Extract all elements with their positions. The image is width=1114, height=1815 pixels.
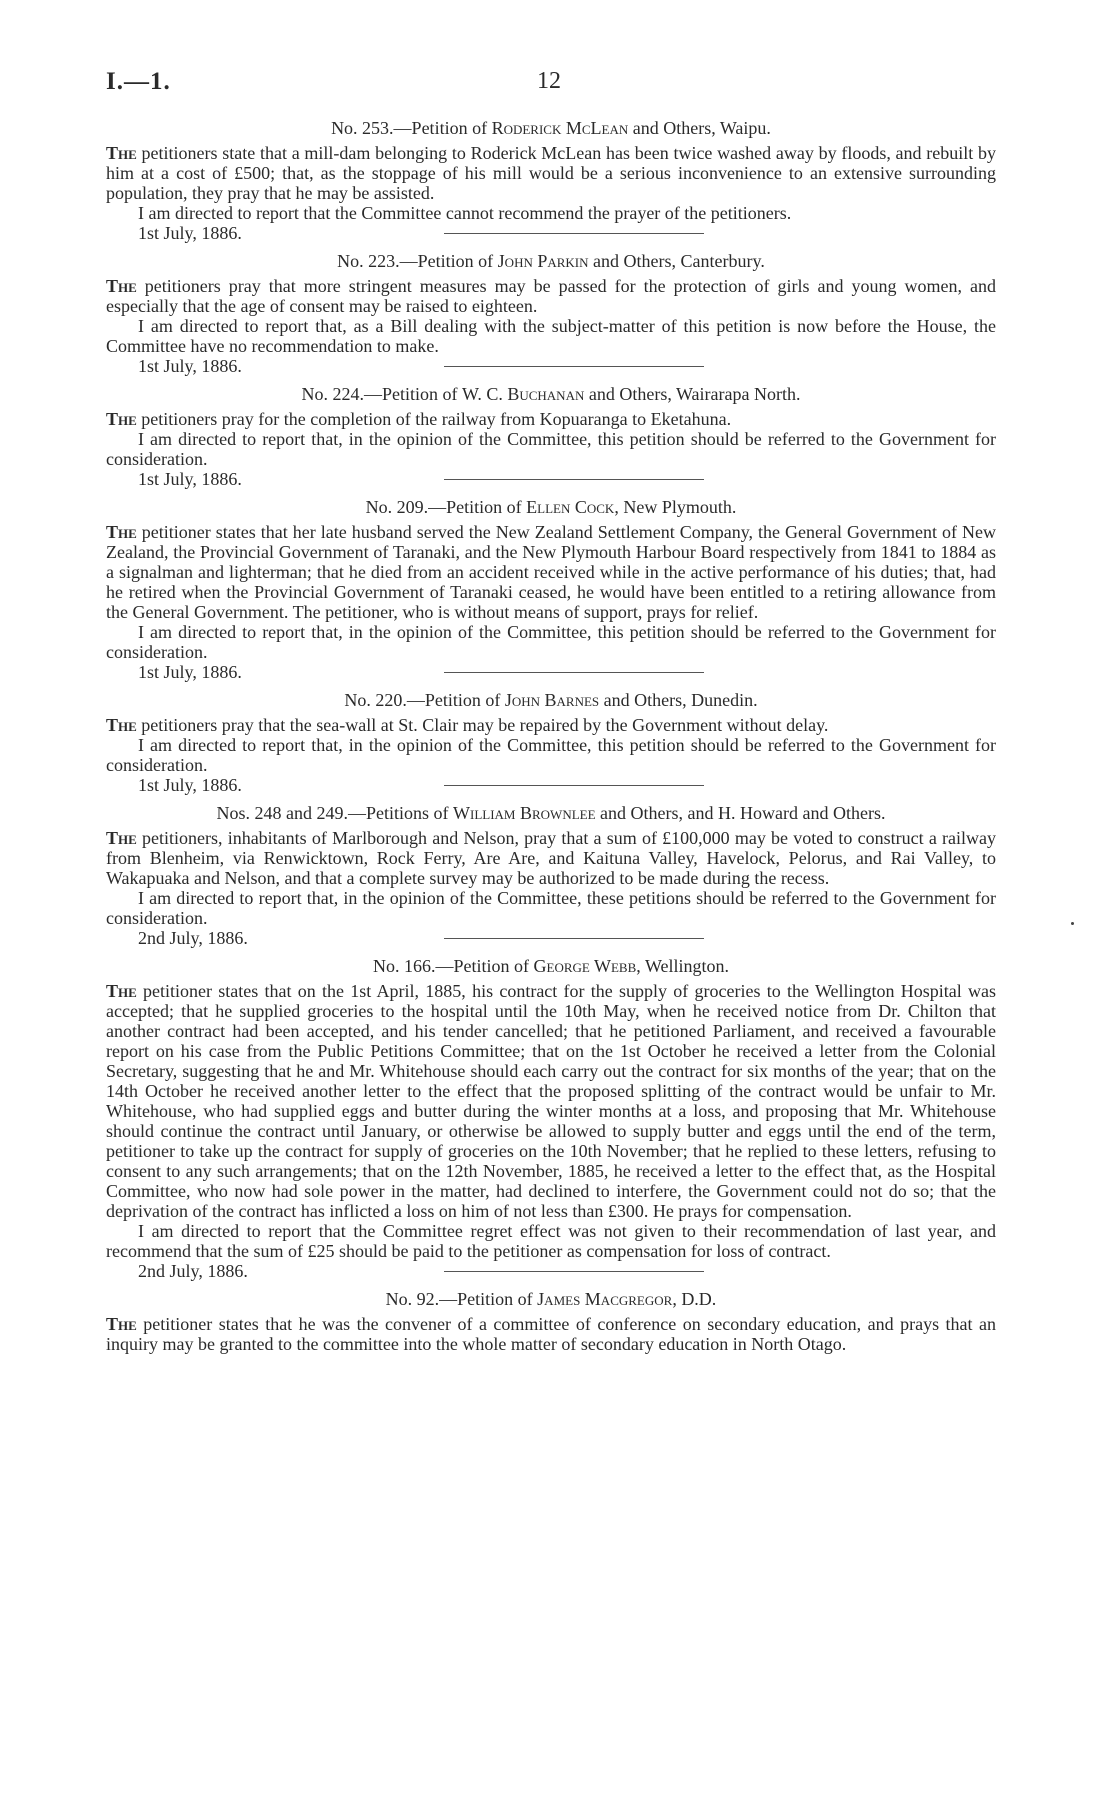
- section-divider: [444, 1271, 704, 1272]
- margin-mark: [1071, 922, 1074, 925]
- body-lead: The: [106, 409, 137, 429]
- date-text: 1st July, 1886.: [138, 662, 242, 682]
- report-date: [138, 928, 996, 948]
- heading-prefix: No. 224.—Petition of: [301, 384, 462, 404]
- body-text: petitioners pray for the completion of the railway from Kopuaranga to Eketahuna.: [136, 409, 732, 429]
- petitioner-name: John Barnes: [504, 690, 600, 710]
- heading-prefix: No. 253.—Petition of: [331, 118, 492, 138]
- body-lead: The: [106, 143, 137, 163]
- petition-heading: [106, 384, 996, 404]
- petition-body: [106, 522, 996, 622]
- body-text: petitioners, inhabitants of Marlborough and Nelson, pray that a sum of £100,000 may be voted to construct a railway from Blenheim, via Renwicktown, Rock Ferry, Are Are, and Kaituna Valley, Havelock, Pelorus, and Rai Valley, to Wakapuaka and Nelson, and that a complete survey may be authorized to be made during the recess.: [106, 828, 996, 888]
- report-date: [138, 662, 996, 682]
- section-divider: [444, 785, 704, 786]
- section-divider: [444, 938, 704, 939]
- body-text: petitioners state that a mill-dam belonging to Roderick McLean has been twice washed away by floods, and rebuilt by him at a cost of £500; that, as the stoppage of his mill would be a serious inconvenience to an extensive surrounding population, they pray that he may be assisted.: [106, 143, 996, 203]
- petition-body: [106, 981, 996, 1221]
- heading-prefix: No. 92.—Petition of: [385, 1289, 538, 1309]
- petitioner-name: W. C. Buchanan: [462, 384, 585, 404]
- body-text: petitioner states that on the 1st April, 1885, his contract for the supply of groceries to the Wellington Hospital was accepted; that he supplied groceries to the hospital until the 10th May, when he received notice from Dr. Chilton that another contract had been accepted, and his tender cancelled; that he petitioned Parliament, and received a favourable report on his case from the Public Petitions Committee; that on the 1st October he received a letter from the Colonial Secretary, suggesting that he and Mr. Whitehouse should each carry out the contract for six months of the year; that on the 14th October he received another letter to the effect that the proposed splitting of the contract would be unfair to Mr. Whitehouse, who had supplied eggs and butter during the winter months at a loss, and proposing that Mr. Whitehouse should continue the contract until January, or otherwise be allowed to supply butter and eggs until the end of the term, petitioner to take up the contract for supply of groceries on the 10th November; that he replied to these letters, refusing to consent to any such arrangements; that on the 12th November, 1885, he received a letter to the effect that, as the Hospital Committee, who now had sole power in the matter, had declined to interfere, the Government could not do so; that the deprivation of the contract has inflicted a loss on him of not less than £300. He prays for compensation.: [106, 981, 996, 1221]
- body-text: petitioners pray that the sea-wall at St. Clair may be repaired by the Government without delay.: [136, 715, 829, 735]
- petition-section: [106, 384, 996, 489]
- petition-heading: [106, 690, 996, 710]
- heading-prefix: No. 209.—Petition of: [365, 497, 527, 517]
- committee-report: I am directed to report that the Committee regret effect was not given to their recommendation of last year, and recommend that the sum of £25 should be paid to the petitioner as compensation for loss of contract.: [106, 1221, 996, 1261]
- body-text: petitioner states that her late husband served the New Zealand Settlement Company, the General Government of New Zealand, the Provincial Government of Taranaki, and the New Plymouth Harbour Board respectively from 1841 to 1884 as a signalman and lighterman; that he died from an accident received while in the active performance of his duties; that, had he retired when the Provincial Government of Taranaki ceased, he would have been entitled to a retiring allowance from the General Government. The petitioner, who is without means of support, prays for relief.: [106, 522, 996, 622]
- committee-report: I am directed to report that, as a Bill dealing with the subject-matter of this petition is now before the House, the Committee have no recommendation to make.: [106, 316, 996, 356]
- petition-section: [106, 497, 996, 682]
- heading-suffix: , New Plymouth.: [614, 497, 737, 517]
- body-lead: The: [106, 522, 137, 542]
- petitioner-name: Roderick McLean: [491, 118, 629, 138]
- date-text: 1st July, 1886.: [138, 469, 242, 489]
- petition-section: [106, 1289, 996, 1354]
- committee-report: I am directed to report that, in the opinion of the Committee, this petition should be referred to the Government for consideration.: [106, 735, 996, 775]
- petitions-list: [106, 118, 996, 1362]
- petition-body: [106, 828, 996, 888]
- date-text: 2nd July, 1886.: [138, 1261, 248, 1281]
- committee-report: I am directed to report that, in the opinion of the Committee, these petitions should be referred to the Government for consideration.: [106, 888, 996, 928]
- date-text: 1st July, 1886.: [138, 775, 242, 795]
- body-lead: The: [106, 828, 137, 848]
- section-divider: [444, 479, 704, 480]
- petition-body: [106, 1314, 996, 1354]
- heading-prefix: Nos. 248 and 249.—Petitions of: [216, 803, 454, 823]
- petitioner-name: John Parkin: [497, 251, 589, 271]
- section-divider: [444, 233, 704, 234]
- heading-suffix: , D.D.: [672, 1289, 717, 1309]
- report-date: [138, 356, 996, 376]
- heading-prefix: No. 220.—Petition of: [344, 690, 505, 710]
- page-reference: I.—1.: [106, 68, 171, 95]
- committee-report: I am directed to report that the Committee cannot recommend the prayer of the petitioners.: [138, 203, 792, 223]
- body-text: petitioners pray that more stringent measures may be passed for the protection of girls and young women, and especially that the age of consent may be raised to eighteen.: [106, 276, 996, 316]
- report-date: [138, 469, 996, 489]
- heading-suffix: , Wellington.: [636, 956, 729, 976]
- petition-body: [106, 276, 996, 316]
- committee-report: I am directed to report that, in the opinion of the Committee, this petition should be referred to the Government for consideration.: [106, 429, 996, 469]
- report-date: [138, 1261, 996, 1281]
- petition-body: [106, 143, 996, 203]
- body-lead: The: [106, 1314, 137, 1334]
- petition-section: [106, 956, 996, 1281]
- report-date: [138, 223, 996, 243]
- page-number: 12: [537, 68, 561, 94]
- petition-heading: [106, 1289, 996, 1309]
- petition-body: [106, 715, 996, 735]
- heading-suffix: and Others, Wairarapa North.: [584, 384, 801, 404]
- petition-section: [106, 690, 996, 795]
- body-text: petitioner states that he was the convener of a committee of conference on secondary education, and prays that an inquiry may be granted to the committee into the whole matter of secondary education in North Otago.: [106, 1314, 996, 1354]
- petitioner-name: George Webb: [533, 956, 637, 976]
- petition-heading: [106, 497, 996, 517]
- date-text: 2nd July, 1886.: [138, 928, 248, 948]
- body-lead: The: [106, 715, 137, 735]
- petition-section: [106, 251, 996, 376]
- committee-report: I am directed to report that, in the opinion of the Committee, this petition should be referred to the Government for consideration.: [106, 622, 996, 662]
- report-date: [138, 775, 996, 795]
- petitioner-name: William Brownlee: [453, 803, 596, 823]
- date-text: 1st July, 1886.: [138, 223, 242, 243]
- date-text: 1st July, 1886.: [138, 356, 242, 376]
- heading-suffix: and Others, Waipu.: [628, 118, 771, 138]
- body-lead: The: [106, 276, 137, 296]
- heading-suffix: and Others, Canterbury.: [588, 251, 765, 271]
- heading-suffix: and Others, and H. Howard and Others.: [595, 803, 886, 823]
- petition-heading: [106, 956, 996, 976]
- petition-heading: [106, 251, 996, 271]
- section-divider: [444, 366, 704, 367]
- petition-body: [106, 409, 996, 429]
- heading-prefix: No. 223.—Petition of: [337, 251, 498, 271]
- heading-suffix: and Others, Dunedin.: [599, 690, 758, 710]
- petition-section: [106, 118, 996, 243]
- petitioner-name: Ellen Cock: [526, 497, 615, 517]
- petitioner-name: James Macgregor: [537, 1289, 673, 1309]
- petition-heading: [106, 118, 996, 138]
- section-divider: [444, 672, 704, 673]
- body-lead: The: [106, 981, 137, 1001]
- heading-prefix: No. 166.—Petition of: [373, 956, 534, 976]
- petition-section: [106, 803, 996, 948]
- petition-heading: [106, 803, 996, 823]
